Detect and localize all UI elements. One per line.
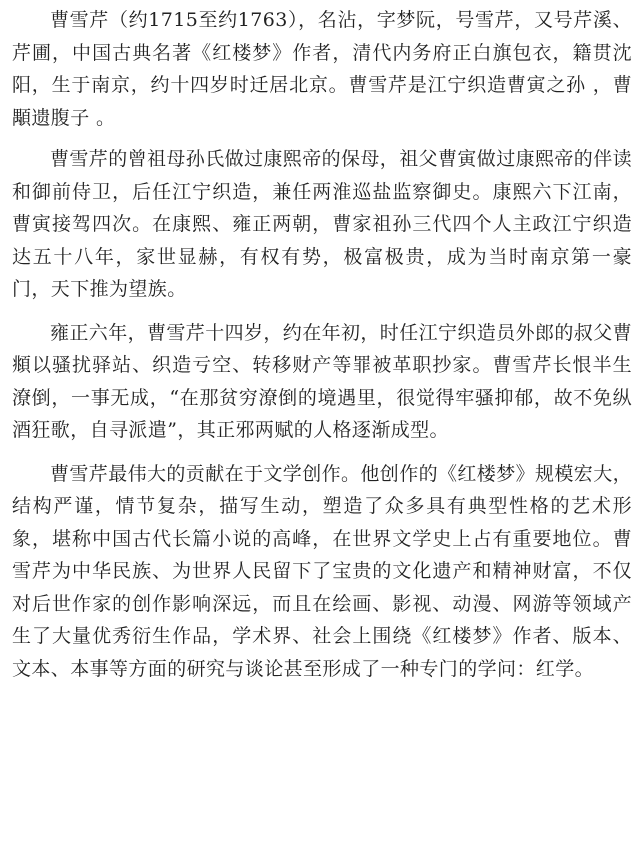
- paragraph-family-background: 曹雪芹的曾祖母孙氏做过康熙帝的保母，祖父曹寅做过康熙帝的伴读和御前侍卫，后任江宁织造，兼任两淮巡盐监察御史。康熙六下江南，曹寅接驾四次。在康熙、雍正两朝，曹家祖孙三代四个人主政江宁织造达五十八年，家世显赫，有权有势，极富极贵，成为当时南京第一豪门，天下推为望族。: [12, 148, 633, 300]
- paragraph-literary-contribution: 曹雪芹最伟大的贡献在于文学创作。他创作的《红楼梦》规模宏大，结构严谨，情节复杂，描写生动，塑造了众多具有典型性格的艺术形象，堪称中国古代长篇小说的高峰，在世界文学史上占有重要地位。曹雪芹为中华民族、为世界人民留下了宝贵的文化遗产和精神财富，不仅对后世作家的创作影响深远，而且在绘画、影视、动漫、网游等领域产生了大量优秀衍生作品，学术界、社会上围绕《红楼梦》作者、版本、文本、本事等方面的研究与谈论甚至形成了一种专门的学问：红学。: [12, 462, 633, 680]
- paragraph-intro: 曹雪芹（约1715至约1763），名沾，字梦阮，号雪芹，又号芹溪、芹圃，中国古典名著《红楼梦》作者，清代内务府正白旗包衣，籍贯沈阳，生于南京，约十四岁时迁居北京。曹雪芹是江宁织造曹寅之孙 ，曹顒遗腹子 。: [12, 9, 632, 129]
- paragraph-family-decline: 雍正六年，曹雪芹十四岁，约在年初，时任江宁织造员外郎的叔父曹頫以骚扰驿站、织造亏空、转移财产等罪被革职抄家。曹雪芹长恨半生潦倒，一事无成，“在那贫穷潦倒的境遇里，很觉得牢骚抑郁，故不免纵酒狂歌，自寻派遣”，其正邪两赋的人格逐渐成型。: [12, 321, 633, 441]
- document-page: [12, 4, 632, 696]
